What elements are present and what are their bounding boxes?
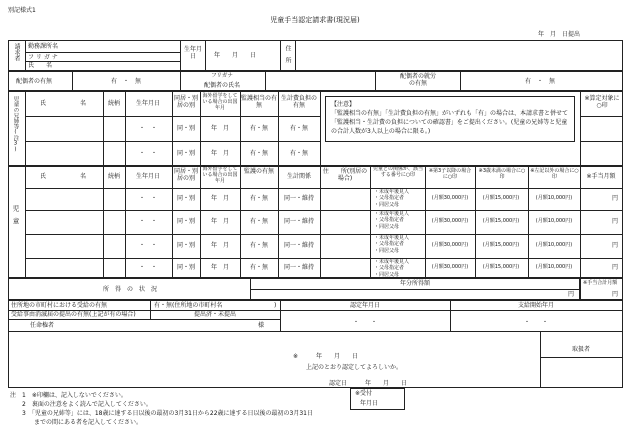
child-h-surname: 氏	[40, 173, 47, 180]
option-label: 同居父母	[379, 271, 400, 278]
option-label: 同居父母	[379, 247, 400, 254]
child-abroad[interactable]: 年 月	[210, 218, 230, 225]
child-birth[interactable]: ・ ・	[138, 242, 158, 249]
sibling-mark-label: ※算定対象に○印	[584, 95, 620, 109]
child-livelihood[interactable]: 同一・維持	[283, 218, 315, 225]
child-relationship-option[interactable]	[374, 196, 404, 201]
sibling-cohab[interactable]: 同・別	[176, 125, 196, 132]
option-bullet-icon: ・	[374, 265, 380, 272]
child-h-other: ※左記以外の場合に○印	[530, 168, 579, 180]
address-field[interactable]	[300, 43, 620, 69]
sibling-abroad[interactable]: 年 月	[210, 150, 230, 157]
child-abroad[interactable]: 年 月	[210, 242, 230, 249]
start-value[interactable]: ・ ・	[523, 319, 549, 326]
total-label: ※手当合計月額	[583, 280, 618, 286]
income-status-label: 所 得 の 状 況	[102, 286, 158, 293]
total-yen[interactable]: 円	[612, 291, 619, 298]
approved-line: 認定日 年 月 日	[329, 380, 408, 387]
child-h-relation: 続柄	[107, 173, 121, 180]
child-cohab[interactable]: 同・別	[176, 195, 196, 202]
child-under3-amount[interactable]: (月額15,000円)	[482, 195, 520, 201]
option-label: 未成年後見人	[379, 259, 410, 265]
child-custody[interactable]: 有・無	[249, 218, 269, 225]
sibling-h-cohab: 同居・別居の別	[173, 95, 198, 109]
spouse-name-label: 配偶者の氏名	[203, 82, 241, 89]
child-other-amount[interactable]: (月額10,000円)	[535, 264, 573, 270]
sibling-expense[interactable]: 有・無	[289, 150, 309, 157]
child-relationship-option[interactable]	[374, 242, 404, 247]
spouse-furigana-label: フリガナ	[211, 73, 233, 79]
note-line: 3 「児童の兄姉等」には、18歳に達する日以後の最初の3月31日から22歳に達する日以後の最初の3月31日	[10, 410, 313, 417]
child-h-monthly: ※手当月額	[586, 173, 616, 180]
appointer-suffix: 様	[258, 322, 265, 329]
income-year-label: 年分所得額	[399, 280, 431, 287]
received-date: 年月日	[360, 400, 379, 407]
option-label: 同居父母	[379, 223, 400, 230]
children-side-label: 児童	[11, 205, 20, 230]
child-h-given: 名	[80, 173, 87, 180]
option-bullet-icon: ・	[374, 259, 380, 265]
name-label: 氏 名	[28, 62, 53, 69]
child-monthly-yen[interactable]: 円	[612, 264, 619, 271]
child-relationship-option[interactable]	[374, 249, 399, 254]
child-h-third: ※第3子以降の場合に○印	[428, 168, 472, 180]
sibling-h-given: 名	[80, 100, 87, 107]
sibling-expense[interactable]: 有・無	[289, 125, 309, 132]
option-label: 父母指定者	[379, 265, 405, 272]
child-custody[interactable]: 有・無	[249, 264, 269, 271]
sibling-h-abroad: 海外留学をしている場合の出国年月	[202, 93, 238, 111]
furigana-field[interactable]	[72, 53, 177, 60]
child-under3-amount[interactable]: (月額15,000円)	[482, 242, 520, 248]
decision-text: 上記のとおり認定してよろしいか。	[306, 364, 403, 371]
child-other-amount[interactable]: (月額10,000円)	[535, 242, 573, 248]
child-cohab[interactable]: 同・別	[176, 242, 196, 249]
child-relationship-option[interactable]	[374, 266, 404, 271]
approval-date-label: 認定年月日	[349, 302, 381, 309]
child-monthly-yen[interactable]: 円	[612, 195, 619, 202]
spouse-employment-value[interactable]: 有 ・ 無	[524, 78, 556, 85]
page-title: 児童手当認定請求書(現況届)	[270, 16, 360, 24]
prev-city-label: 住所地の市町村における受給の有無	[11, 302, 108, 309]
spouse-presence-value[interactable]: 有 ・ 無	[110, 78, 142, 85]
appointer-label: 任命権者	[30, 322, 55, 329]
cert-value[interactable]: 提出済・未提出	[193, 311, 237, 318]
cert-label: 受給事由消滅届の提出の有無(上記が有の場合)	[11, 311, 136, 318]
income-yen[interactable]: 円	[568, 291, 575, 298]
sibling-abroad[interactable]: 年 月	[210, 125, 230, 132]
child-custody[interactable]: 有・無	[249, 242, 269, 249]
sibling-h-custody: 監護相当の有無	[241, 95, 278, 109]
office-field[interactable]	[72, 43, 177, 51]
claimant-label: 請求者	[13, 43, 20, 61]
child-birth[interactable]: ・ ・	[138, 218, 158, 225]
option-label: 未成年後見人	[379, 211, 410, 217]
child-relationship-option[interactable]	[374, 218, 404, 223]
receiver-label: 取扱者	[571, 346, 591, 353]
caution-note	[325, 96, 575, 142]
child-birth[interactable]: ・ ・	[138, 264, 158, 271]
child-relationship-option[interactable]	[374, 273, 399, 278]
sibling-custody[interactable]: 有・無	[249, 150, 269, 157]
child-abroad[interactable]: 年 月	[210, 195, 230, 202]
option-label: 未成年後見人	[379, 235, 410, 241]
child-third-amount[interactable]: (月額30,000円)	[431, 218, 469, 224]
child-h-abroad: 海外留学をしている場合の出国年月	[202, 166, 238, 184]
approval-date-value[interactable]: ・ ・	[352, 319, 378, 326]
option-bullet-icon: ・	[374, 241, 380, 248]
option-bullet-icon: ・	[374, 189, 380, 195]
child-livelihood[interactable]: 同一・維持	[283, 242, 315, 249]
child-custody[interactable]: 有・無	[249, 195, 269, 202]
note-line: 注 1 ※印欄は、記入しないでください。	[10, 392, 127, 399]
note-line: 2 裏面の注意をよく読んで記入してください。	[10, 401, 152, 408]
child-third-amount[interactable]: (月額30,000円)	[431, 195, 469, 201]
sibling-h-surname: 氏	[40, 100, 47, 107]
sibling-birth[interactable]: ・ ・	[138, 125, 158, 132]
form-id: 別記様式1	[8, 7, 36, 14]
option-label: 父母指定者	[379, 241, 405, 248]
child-under3-amount[interactable]: (月額15,000円)	[482, 218, 520, 224]
sibling-side-label: 児童の兄姉等(注3)	[12, 96, 19, 153]
child-third-amount[interactable]: (月額30,000円)	[431, 242, 469, 248]
child-cohab[interactable]: 同・別	[176, 264, 196, 271]
option-label: 父母指定者	[379, 217, 405, 224]
office-label: 勤務課所名	[28, 43, 59, 50]
option-label: 父母指定者	[379, 195, 405, 202]
child-birth[interactable]: ・ ・	[138, 195, 158, 202]
child-third-amount[interactable]: (月額30,000円)	[431, 264, 469, 270]
option-bullet-icon: ・	[374, 247, 380, 254]
child-h-birth: 生年月日	[135, 173, 161, 180]
child-h-relationship: 児童との関係が、該当する番号に○印	[372, 166, 423, 178]
child-cohab[interactable]: 同・別	[176, 218, 196, 225]
sibling-birth[interactable]: ・ ・	[138, 150, 158, 157]
decision-date: ※ 年 月 日	[293, 353, 359, 360]
submission-date: 年 月 日提出	[538, 31, 581, 38]
birth-label: 生年月日	[183, 46, 202, 60]
child-h-livelihood: 生計関係	[286, 173, 312, 180]
children-section	[8, 166, 623, 278]
child-h-under3: ※3歳未満の場合に○印	[478, 168, 526, 180]
sibling-h-expense: 生計費負担の有無	[280, 95, 317, 109]
child-monthly-yen[interactable]: 円	[612, 242, 619, 249]
caution-text: 「監護相当の有無」「生計費負担の有無」がいずれも「有」の場合は、本請求書と併せて「監護相当・生計費の負担についての確認書」をご提出ください。(児童の兄姉等と児童の合計人数が3人以上の場合に限る。)	[331, 110, 569, 135]
child-livelihood[interactable]: 同一・維持	[283, 264, 315, 271]
child-under3-amount[interactable]: (月額15,000円)	[482, 264, 520, 270]
option-bullet-icon: ・	[374, 211, 380, 217]
option-bullet-icon: ・	[374, 217, 380, 224]
sibling-cohab[interactable]: 同・別	[176, 150, 196, 157]
child-other-amount[interactable]: (月額10,000円)	[535, 195, 573, 201]
child-relationship-option[interactable]	[374, 203, 399, 208]
received-label: ※受付	[355, 390, 373, 397]
child-relationship-option[interactable]	[374, 225, 399, 230]
spouse-employment-label: 配偶者の就労の有無	[399, 73, 436, 87]
child-monthly-yen[interactable]: 円	[612, 218, 619, 225]
child-other-amount[interactable]: (月額10,000円)	[535, 218, 573, 224]
birth-value[interactable]: 年 月 日	[214, 52, 257, 59]
option-bullet-icon: ・	[374, 223, 380, 230]
furigana-label: フ リ ガ ナ	[28, 54, 58, 61]
sibling-h-relation: 続柄	[107, 100, 121, 107]
name-field[interactable]	[72, 62, 177, 70]
option-bullet-icon: ・	[374, 195, 380, 202]
option-label: 同居父母	[379, 201, 400, 208]
spouse-presence-label: 配偶者の有無	[16, 78, 53, 85]
option-bullet-icon: ・	[374, 271, 380, 278]
option-bullet-icon: ・	[374, 201, 380, 208]
sibling-h-birth: 生年月日	[135, 100, 161, 107]
child-livelihood[interactable]: 同一・維持	[283, 195, 315, 202]
caution-title: 【注意】	[331, 101, 356, 108]
option-bullet-icon: ・	[374, 235, 380, 241]
sibling-custody[interactable]: 有・無	[249, 125, 269, 132]
child-abroad[interactable]: 年 月	[210, 264, 230, 271]
child-h-address: 住 所(別居の場合)	[322, 168, 368, 182]
start-label: 支給開始年月	[517, 302, 555, 309]
prev-city-value[interactable]: 有・無(住所地の市町村名	[154, 302, 223, 309]
prev-city-close: )	[274, 302, 277, 309]
note-line: までの間にある者を記入してください。	[10, 419, 143, 426]
child-h-cohab: 同居・別居の別	[173, 168, 198, 182]
option-label: 未成年後見人	[379, 189, 410, 195]
child-h-custody: 監護の有無	[243, 168, 274, 175]
address-label: 住 所	[284, 45, 291, 63]
